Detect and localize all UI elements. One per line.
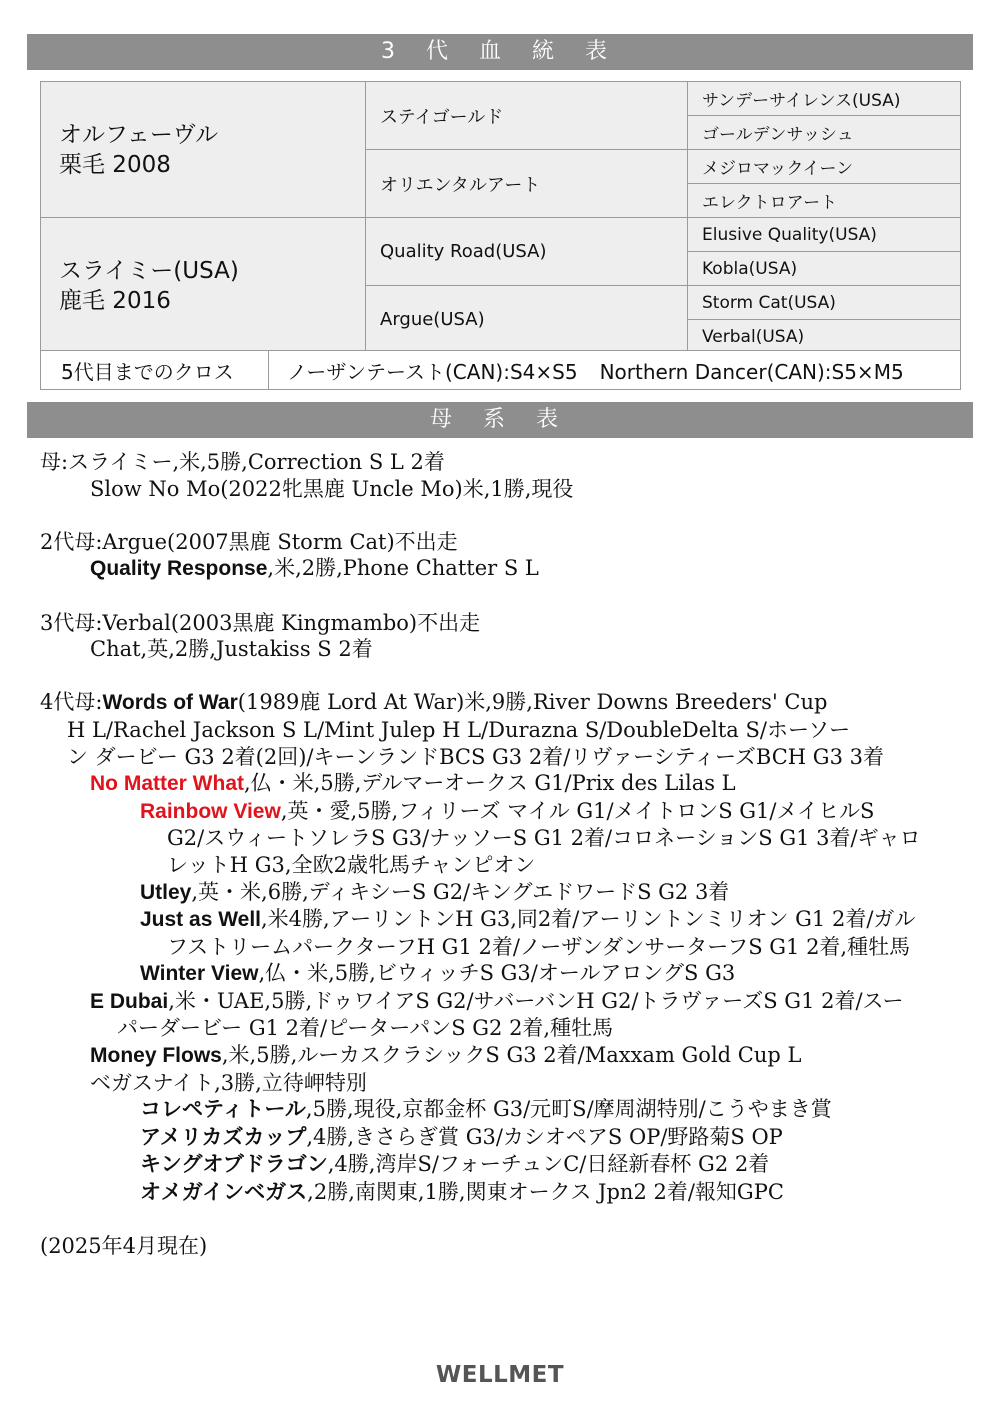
pedigree-table bbox=[40, 81, 961, 354]
cross-table bbox=[40, 350, 961, 390]
ac-line: アメリカズカップ,4勝,きさらぎ賞 G3/カシオペアS OP/野路菊S OP bbox=[140, 1124, 783, 1149]
dam-name-bold: スライミー bbox=[68, 450, 173, 474]
sire-info: 栗毛 2008 bbox=[59, 151, 171, 178]
ov-line: オメガインベガス,2勝,南関東,1勝,関東オークス Jpn2 2着/報知GPC bbox=[140, 1180, 784, 1205]
g4-line: 4代母:Words of War(1989鹿 Lord At War)米,9勝,River Downs Breeders' Cup bbox=[40, 690, 828, 715]
g2-child: Quality Response,米,2勝,Phone Chatter S L bbox=[90, 556, 539, 581]
dam-sire: Quality Road(USA) bbox=[366, 218, 688, 286]
dam-name: スライミー(USA) bbox=[59, 257, 239, 284]
utley-line: Utley,英・米,6勝,ディキシーS G2/キングエドワードS G2 3着 bbox=[140, 879, 730, 904]
dam-cell bbox=[41, 218, 366, 354]
dam-dam-dam: Verbal(USA) bbox=[688, 320, 961, 354]
cross-2: Northern Dancer(CAN):S5×M5 bbox=[599, 359, 904, 384]
dam-line: 母:スライミー,米,5勝,Correction S L 2着 bbox=[40, 450, 445, 474]
jaw-line-2: フストリームパークターフH G1 2着/ノーザンダンサーターフS G1 2着,種牡馬 bbox=[167, 934, 911, 959]
sire-dam: オリエンタルアート bbox=[366, 150, 688, 218]
pedigree-section-header: 3 代 血 統 表 bbox=[27, 34, 973, 70]
sire-sire-sire: サンデーサイレンス(USA) bbox=[688, 82, 961, 116]
dam-dam-sire: Storm Cat(USA) bbox=[688, 286, 961, 320]
jaw-line: Just as Well,米4勝,アーリントンH G3,同2着/アーリントンミリオン G1 2着/ガル bbox=[140, 907, 916, 932]
cp-line: コレペティトール,5勝,現役,京都金杯 G3/元町S/摩周湖特別/こうやまき賞 bbox=[140, 1097, 832, 1122]
vn-line: ベガスナイト,3勝,立待岬特別 bbox=[90, 1070, 367, 1095]
sire-cell bbox=[41, 82, 366, 218]
rv-line-2: G2/スウィートソレラS G3/ナッソーS G1 2着/コロネーションS G1 3着/ギャロ bbox=[167, 826, 921, 851]
dam-sire-dam: Kobla(USA) bbox=[688, 252, 961, 286]
g4-line-2: H L/Rachel Jackson S L/Mint Julep H L/Durazna S/DoubleDelta S/ホーソー bbox=[67, 717, 851, 742]
nmw-line: No Matter What,仏・米,5勝,デルマーオークス G1/Prix des Lilas L bbox=[90, 771, 736, 796]
rv-line: Rainbow View,英・愛,5勝,フィリーズ マイル G1/メイトロンS G1/メイヒルS bbox=[140, 798, 875, 823]
dam-dam: Argue(USA) bbox=[366, 286, 688, 354]
wellmet-logo: WELLMET bbox=[435, 1362, 565, 1388]
family-section-header: 母 系 表 bbox=[27, 402, 973, 438]
sire-dam-sire: メジロマックイーン bbox=[688, 150, 961, 184]
sire-dam-dam: エレクトロアート bbox=[688, 184, 961, 218]
g4-line-3: ン ダービー G3 2着(2回)/キーンランドBCS G3 2着/リヴァーシティーズBCH G3 3着 bbox=[67, 744, 884, 769]
cross-values bbox=[269, 351, 961, 390]
dam-child: Slow No Mo(2022牝黒鹿 Uncle Mo)米,1勝,現役 bbox=[90, 476, 574, 501]
ed-line: E Dubai,米・UAE,5勝,ドゥワイアS G2/サバーバンH G2/トラヴァーズS G1 2着/スー bbox=[90, 988, 904, 1013]
cross-label: 5代目までのクロス bbox=[41, 351, 269, 390]
dam-sire-sire: Elusive Quality(USA) bbox=[688, 218, 961, 252]
family-table bbox=[40, 449, 970, 1260]
kd-line: キングオブドラゴン,4勝,湾岸S/フォーチュンC/日経新春杯 G2 2着 bbox=[140, 1152, 770, 1177]
rv-line-3: レットH G3,全欧2歳牝馬チャンピオン bbox=[167, 852, 536, 877]
sire-sire: ステイゴールド bbox=[366, 82, 688, 150]
mf-line: Money Flows,米,5勝,ルーカスクラシックS G3 2着/Maxxam Gold Cup L bbox=[90, 1043, 802, 1068]
g2-line: 2代母:Argue(2007黒鹿 Storm Cat)不出走 bbox=[40, 529, 458, 554]
ed-line-2: パーダービー G1 2着/ピーターパンS G2 2着,種牡馬 bbox=[117, 1016, 614, 1041]
dam-info: 鹿毛 2016 bbox=[59, 287, 171, 314]
as-of-note: (2025年4月現在) bbox=[40, 1234, 208, 1259]
cross-1: ノーザンテースト(CAN):S4×S5 bbox=[287, 359, 578, 384]
g3-child: Chat,英,2勝,Justakiss S 2着 bbox=[90, 637, 373, 662]
sire-sire-dam: ゴールデンサッシュ bbox=[688, 116, 961, 150]
wv-line: Winter View,仏・米,5勝,ビウィッチS G3/オールアロングS G3 bbox=[140, 961, 736, 986]
sire-name: オルフェーヴル bbox=[59, 121, 219, 148]
g3-line: 3代母:Verbal(2003黒鹿 Kingmambo)不出走 bbox=[40, 610, 481, 635]
